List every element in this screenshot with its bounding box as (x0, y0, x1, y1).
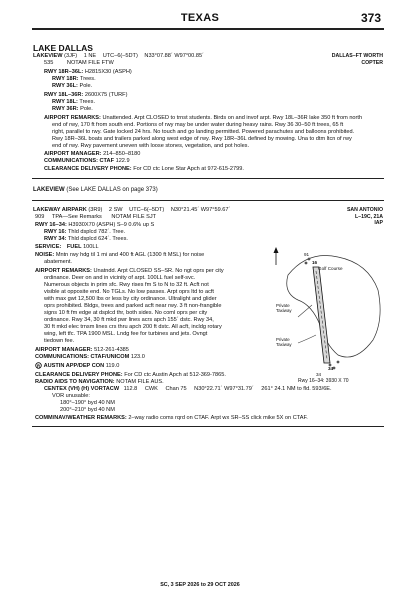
diagram-taxiway-2: Taxiway (276, 342, 292, 347)
lakeway-remarks-10: wing, left tfc. TPA 1900 MSL. Lndg fee for turbines and jets. Ovngt (44, 331, 208, 337)
lakeview-region-name: DALLAS–FT WORTH (331, 53, 383, 59)
lakeway-iap: IAP (374, 220, 383, 227)
lakeview-rwy-a (44, 69, 132, 76)
lakeway-utc: UTC–6(–5DT) (129, 207, 165, 213)
diagram-private-2: Private (276, 337, 290, 342)
lakeway-rwy-label: RWY 16–34: (35, 222, 67, 228)
lakeway-centex (44, 386, 332, 393)
lakeview-clearance-label: CLEARANCE DELIVERY PHONE: (44, 166, 132, 172)
lakeview-comm (44, 158, 130, 165)
lakeview-chart: COPTER (361, 59, 383, 66)
lakeway-remarks-7: signs 10 ft fm edge at dsplcd thr, both sides. No coml oprs per city (44, 310, 208, 316)
lakeview-rwy36r-val: Pole. (80, 106, 93, 112)
lakeway-remarks-1 (35, 268, 224, 275)
lakeview-remarks-1 (44, 115, 362, 122)
lakeway-remarks-label: AIRPORT REMARKS: (35, 268, 92, 274)
lakeway-loc: 2 SW (108, 207, 123, 213)
page-footer: SC, 3 SEP 2026 to 29 OCT 2026 (160, 582, 240, 588)
header-rule (32, 28, 384, 30)
lakeway-manager-label: AIRPORT MANAGER: (35, 347, 93, 353)
lakeway-comm-label: COMMUNICATIONS: CTAF/UNICOM (35, 354, 130, 360)
lakeview-rwy-a-label: RWY 18R–36L: (44, 69, 84, 75)
lakeway-rwy16 (44, 229, 125, 236)
diagram-elev-bottom: 34 (316, 372, 322, 377)
lakeway-noise-2: abatement. (44, 259, 72, 265)
city-heading: LAKE DALLAS (33, 43, 93, 53)
diagram-golf-label: Golf Course (318, 266, 343, 271)
taxiway-north (298, 305, 312, 317)
vor-unusable: VOR unusable: (52, 393, 90, 399)
diagram-rwy-caption: Rwy 16–34: 3930 X 70 (298, 378, 349, 384)
lakeview-manager (44, 151, 140, 158)
lakeway-chart: L–19C, 21A (355, 213, 383, 220)
lakeway-remarks-5: with max gwt 12,500 lbs or less by city ordinance. Ultralight and glider (44, 296, 217, 302)
lakeview-title: LAKEVIEW (33, 53, 63, 59)
lakeway-clearance (35, 372, 226, 379)
lakeway-rwy34-val: Thld dsplcd 624´. Trees. (67, 236, 128, 242)
lakeway-rwy16-val: Thld dsplcd 782´. Tree. (67, 229, 126, 235)
lakeview-utc: UTC–6(–5DT) (102, 53, 138, 59)
lakeview-rwy-b (44, 92, 127, 99)
lakeview-rwy36l-val: Pole. (79, 83, 93, 89)
diagram-taxiway-label-2 (276, 337, 292, 347)
lakeview-manager-label: AIRPORT MANAGER: (44, 151, 102, 157)
lakeview-manager-val: 214–850–8180 (103, 151, 141, 157)
centex-freq: 112.8 (123, 386, 138, 392)
lakeway-service (35, 244, 99, 251)
lakeway-service-label: SERVICE: (35, 244, 62, 250)
lakeway-weather-val: 2–way radio coms rqrd on CTAF. Arpt wx SR–SS click mike 5X on CTAF. (128, 415, 308, 421)
divider-2 (32, 200, 384, 201)
centex-chan: Chan 75 (165, 386, 187, 392)
lakeview-remarks-label: AIRPORT REMARKS: (44, 115, 101, 121)
lakeway-remarks-3: Numerous objects in prim sfc. Rwy rises fm S to N to 32 ft. Acft not (44, 282, 209, 288)
lakeview-xref-text: (See LAKE DALLAS on page 373) (66, 187, 158, 193)
lakeview-rwy36l-label: RWY 36L: (52, 83, 78, 89)
lakeway-approach (35, 362, 119, 370)
lakeway-remarks-9: 30 ft mkd elec trnsm lines crs thru apch 200 ft dstc. All acft, incldg rotary (44, 324, 222, 330)
lakeway-elev: 909 (35, 214, 45, 220)
lakeway-remarks-2: ordinance. Deer on and in vicinity of arpt. 100LL fuel self-svc. (44, 275, 196, 281)
lakeway-rwy34-label: RWY 34: (44, 236, 67, 242)
lakeway-weather-label: COMM/NAV/WEATHER REMARKS: (35, 415, 127, 421)
page-number: 373 (360, 11, 381, 25)
lakeway-noise-label: NOISE: (35, 252, 55, 258)
lakeway-weather (35, 415, 308, 422)
divider-1 (32, 178, 384, 179)
lakeway-rwy34 (44, 236, 128, 243)
lakeway-approach-label: AUSTIN APP/DEP CON (43, 362, 105, 369)
centex-id: CWK (144, 386, 158, 392)
lakeway-coords: N30°21.45´ W97°59.67´ (170, 207, 231, 213)
lakeway-manager-val: 512-261-4385 (94, 347, 129, 353)
lakeway-notam: NOTAM FILE SJT (111, 214, 157, 220)
lakeway-comm-val: 123.0 (130, 354, 145, 360)
lakeway-rwy-val: H3930X70 (ASPH) S–9 0.6% up S (68, 222, 155, 228)
lakeview-ident: (3JF) (64, 53, 78, 59)
lakeway-noise-1 (35, 252, 204, 259)
centex-radial: 261° 24.1 NM to fld. 593/6E. (261, 386, 332, 392)
lakeview-remarks-5: end of rwy. Rwy pavement uneven with loose stones, vegetation, and pot holes. (52, 143, 250, 149)
centex-name: CENTEX (VH) (H) VORTACW (44, 386, 120, 392)
centex-coords: N30°22.71´ W97°31.79´ (194, 386, 254, 392)
lakeview-notam: NOTAM FILE FTW (66, 60, 114, 66)
lakeway-fuel-val: 100LL (83, 244, 99, 250)
taxiway-south (298, 335, 316, 343)
lakeway-entry-line (33, 207, 230, 214)
lakeway-fuel-label: FUEL (66, 244, 82, 250)
lakeview-rwy-a-val: H2815X30 (ASPH) (84, 69, 132, 75)
lakeview-comm-val: 122.9 (115, 158, 130, 164)
diagram-rwy-bottom: 34 (328, 366, 334, 371)
lakeview-coords: N33°07.88´ W97°00.85´ (144, 53, 204, 59)
lakeway-noise-text-1: Mntn rwy hdg til 1 mi and 400 ft AGL (1300 ft MSL) for noise (55, 252, 205, 258)
lakeway-radio-label: RADIO AIDS TO NAVIGATION: (35, 379, 115, 385)
lakeview-rwy18r-label: RWY 18R: (52, 76, 79, 82)
airport-diagram (268, 245, 386, 385)
vor-unusable-2: 200°–210° byd 40 NM (60, 407, 115, 413)
lakeway-remarks-8: ordinance. Rwy 34, 30 ft mkd pwr lines acrs apch 155´ dstc. Rwy 34, (44, 317, 214, 323)
lakeview-elev-line (44, 60, 114, 67)
divider-3 (32, 426, 384, 427)
diagram-taxiway-1: Taxiway (276, 308, 292, 313)
lakeway-radio-aids (35, 379, 164, 386)
lakeview-remarks-2: end of rwy, 170 ft from south end. Portions of rwy may be under water during heavy rains. Rwy 36 30–50 ft trees, 65 ft (52, 122, 344, 128)
lakeview-rwy18r (52, 76, 96, 83)
lakeway-region (347, 207, 383, 227)
lakeway-clearance-label: CLEARANCE DELIVERY PHONE: (35, 372, 123, 378)
lakeview-rwy18l-label: RWY 18L: (52, 99, 78, 105)
lakeview-clearance (44, 166, 244, 173)
svg-text:R: R (36, 363, 41, 369)
lakeway-remarks-text-1: Unatndd. Arpt CLOSED SS–SR. No ngt oprs per city (93, 268, 224, 274)
lakeview-clearance-val: For CD ctc Lone Star Apch at 972-615-2799. (133, 166, 244, 172)
lakeview-remarks-text-1: Unattended. Arpt CLOSED to trnst students. Birds on and invof arpt. Rwy 18L–36R lake 350 ft from north (102, 115, 363, 121)
lakeview-remarks-4: Rwy 18R–36L boats and trailers parked along west edge of rwy. Rwy 18R–36L defined by mowing. Una to dtm ltcn of rwy (52, 136, 352, 142)
lakeway-remarks-6: oprs prohibited. Bldgs, trees and parked acft near rwy. 3 ft non-frangible (44, 303, 222, 309)
lakeview-region (332, 53, 383, 66)
lakeway-rwy (35, 222, 154, 229)
lakeway-ident: (3R9) (88, 207, 103, 213)
lakeway-tpa: TPA—See Remarks (51, 214, 102, 220)
lakeway-clearance-val: For CD ctc Austin Apch at 512-369-7865. (124, 372, 226, 378)
lakeview-xref (33, 187, 158, 194)
lakeview-entry-line (33, 53, 204, 60)
lakeview-rwy36r (52, 106, 93, 113)
lakeview-xref-name: LAKEVIEW (33, 187, 65, 193)
radio-circle-icon (35, 362, 42, 369)
lakeway-remarks-11: tiedown fee. (44, 338, 75, 344)
lakeway-manager (35, 347, 129, 354)
diagram-private-1: Private (276, 303, 290, 308)
lakeway-rwy16-label: RWY 16: (44, 229, 67, 235)
lakeview-rwy36r-label: RWY 36R: (52, 106, 79, 112)
lakeview-rwy-b-label: RWY 18L–36R: (44, 92, 84, 98)
lakeview-rwy-b-val: 2600X75 (TURF) (84, 92, 128, 98)
lakeway-comm (35, 354, 145, 361)
diagram-elev-top: 91 (304, 252, 310, 257)
page-state-header: TEXAS (180, 12, 220, 24)
lakeview-loc: 1 NE (83, 53, 97, 59)
diagram-taxiway-label-1 (276, 303, 292, 313)
lakeview-elev: 535 (44, 60, 54, 66)
north-arrow-icon (274, 247, 279, 265)
lakeway-region-name: SAN ANTONIO (346, 207, 383, 213)
lakeway-approach-val: 119.0 (105, 362, 120, 369)
lakeview-comm-label: COMMUNICATIONS: CTAF (44, 158, 115, 164)
lakeview-remarks-3: right, parallel to rwy. Gate locked 24 hrs. No touch and go landing permitted. Powered parachutes and balloons prohibited. (52, 129, 355, 135)
lakeway-elev-line (35, 214, 156, 221)
lakeview-rwy36l (52, 83, 92, 90)
lakeview-rwy18l (52, 99, 95, 106)
diagram-rwy-top: 16 (312, 260, 318, 265)
lakeway-remarks-4: visible at opposite end. No TGLs. No low passes. Arpt oprs ltd to acft (44, 289, 214, 295)
lakeway-radio-val: NOTAM FILE AUS. (116, 379, 164, 385)
vor-unusable-1: 180°–190° byd 40 NM (60, 400, 115, 406)
runway-16-34 (313, 267, 330, 363)
lakeway-title: LAKEWAY AIRPARK (33, 207, 87, 213)
lakeview-rwy18r-val: Trees. (79, 76, 96, 82)
lakeview-rwy18l-val: Trees. (79, 99, 96, 105)
